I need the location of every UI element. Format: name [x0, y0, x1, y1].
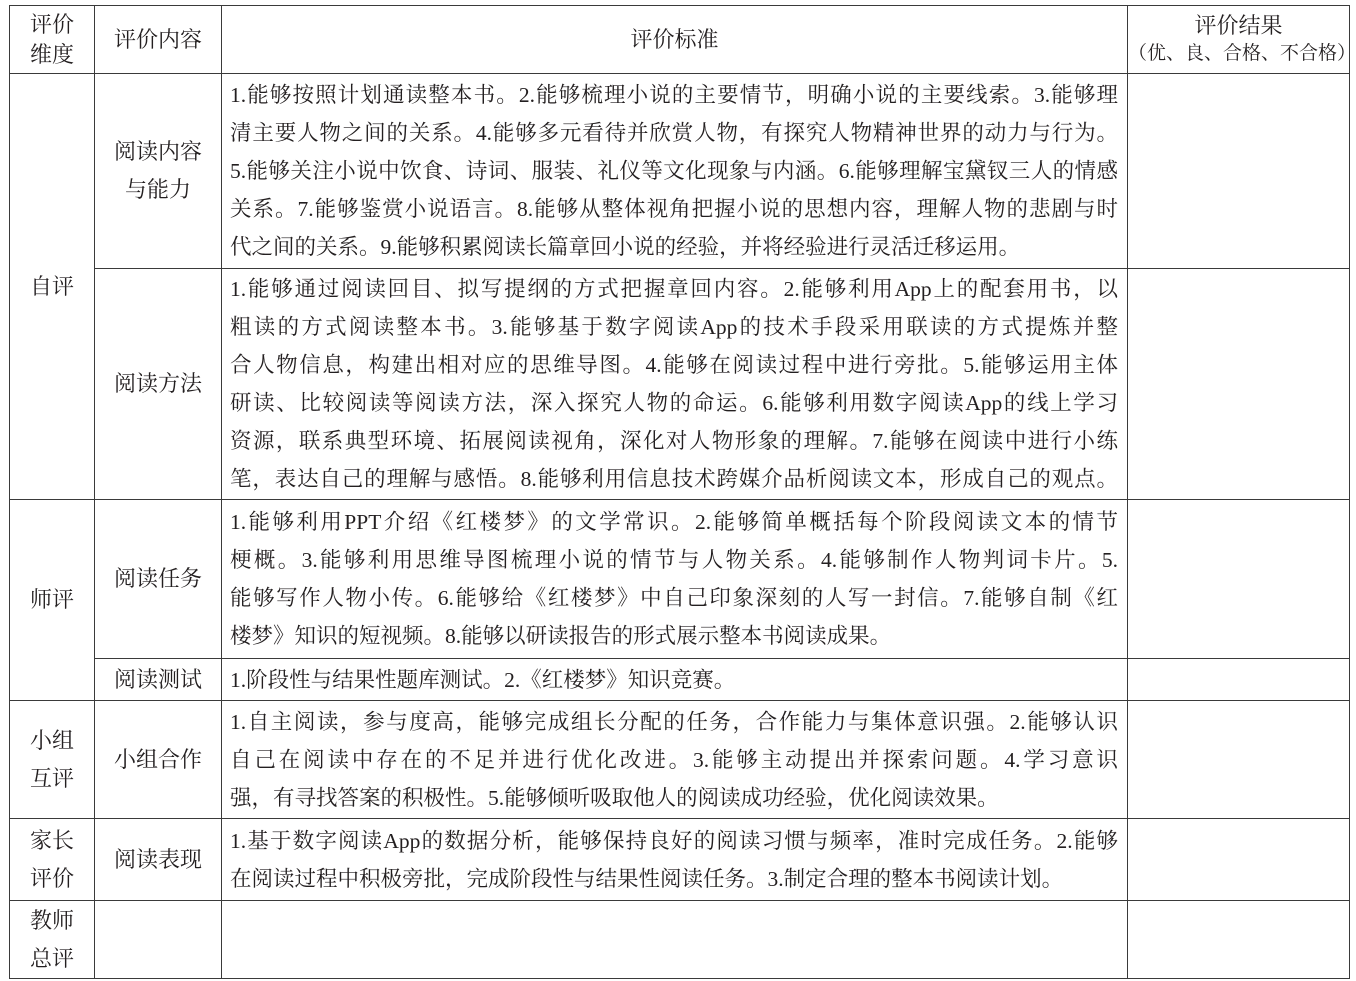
criteria-line: 梗概。3.能够利用思维导图梳理小说的情节与人物关系。4.能够制作人物判词卡片。5.	[230, 548, 1118, 572]
criteria-line: 笔，表达自己的理解与感悟。8.能够利用信息技术跨媒介品析阅读文本，形成自己的观点。	[230, 467, 1118, 491]
criteria-line: 自己在阅读中存在的不足并进行优化改进。3.能够主动提出并探索问题。4.学习意识	[230, 747, 1118, 772]
result-cell	[1128, 901, 1350, 979]
table-row	[10, 269, 1350, 500]
criteria-line: 资源，联系典型环境、拓展阅读视角，深化对人物形象的理解。7.能够在阅读中进行小练	[230, 429, 1118, 453]
header-criteria	[222, 6, 1128, 74]
criteria-line: 粗读的方式阅读整本书。3.能够基于数字阅读App的技术手段采用联读的方式提炼并整	[230, 315, 1118, 339]
criteria-line: 5.能够关注小说中饮食、诗词、服装、礼仪等文化现象与内涵。6.能够理解宝黛钗三人的情感	[230, 159, 1118, 183]
label-line: 阅读方法	[113, 371, 202, 396]
criteria-cell	[222, 701, 1128, 819]
label-line: 自评	[29, 273, 74, 299]
criteria-cell	[222, 74, 1128, 269]
result-cell	[1128, 659, 1350, 701]
result-scale-note: （优、良、合格、不合格）	[1128, 42, 1356, 64]
label-line: 评价	[29, 865, 74, 891]
label-line: 家长	[29, 827, 74, 853]
label-line: 与能力	[124, 177, 191, 202]
table-row	[10, 701, 1350, 819]
label-line: 小组合作	[113, 746, 202, 772]
content-reading-performance	[95, 819, 222, 901]
criteria-line: 合人物信息，构建出相对应的思维导图。4.能够在阅读过程中进行旁批。5.能够运用主体	[230, 353, 1118, 377]
header-row	[10, 6, 1350, 74]
label-line: 评价标准	[630, 26, 719, 52]
criteria-line: 关系。7.能够鉴赏小说语言。8.能够从整体视角把握小说的思想内容，理解人物的悲剧与时	[230, 197, 1118, 221]
criteria-line: 1.自主阅读，参与度高，能够完成组长分配的任务，合作能力与集体意识强。2.能够认识	[230, 709, 1118, 734]
criteria-line: 清主要人物之间的关系。4.能够多元看待并欣赏人物，有探究人物精神世界的动力与行为。	[230, 121, 1118, 145]
evaluation-table	[9, 5, 1356, 979]
dimension-teacher-summary	[10, 901, 95, 979]
label-line: 阅读测试	[113, 666, 202, 692]
label-line: 小组	[29, 727, 74, 753]
table-row	[10, 500, 1350, 659]
dimension-group-eval	[10, 701, 95, 819]
criteria-line: 研读、比较阅读等阅读方法，深入探究人物的命运。6.能够利用数字阅读App的线上学习	[230, 391, 1118, 415]
label-line: 维度	[29, 41, 74, 67]
result-cell	[1128, 74, 1350, 269]
label-line: 总评	[29, 945, 74, 971]
label-line: 教师	[29, 907, 74, 933]
table-row	[10, 901, 1350, 979]
criteria-line: 在阅读过程中积极旁批，完成阶段性与结果性阅读任务。3.制定合理的整本书阅读计划。	[230, 866, 1064, 891]
content-group-cooperation	[95, 701, 222, 819]
criteria-cell	[222, 269, 1128, 500]
content-reading-ability	[95, 74, 222, 269]
criteria-line: 1.能够通过阅读回目、拟写提纲的方式把握章回内容。2.能够利用App上的配套用书，以	[230, 277, 1118, 301]
criteria-line: 代之间的关系。9.能够积累阅读长篇章回小说的经验，并将经验进行灵活迁移运用。	[230, 235, 1021, 259]
criteria-cell	[222, 659, 1128, 701]
label-line: 评价内容	[113, 26, 202, 52]
criteria-line: 能够写作人物小传。6.能够给《红楼梦》中自己印象深刻的人写一封信。7.能够自制《红	[230, 586, 1118, 610]
content-reading-tasks	[95, 500, 222, 659]
label-line: 互评	[29, 765, 74, 791]
label-line: 师评	[29, 587, 74, 612]
header-result	[1128, 6, 1356, 74]
label-line: 阅读内容	[113, 139, 202, 164]
criteria-cell	[222, 500, 1128, 659]
label-line: 阅读任务	[113, 566, 202, 591]
label-line: 评价结果	[1194, 12, 1283, 38]
criteria-line: 强，有寻找答案的积极性。5.能够倾听吸取他人的阅读成功经验，优化阅读效果。	[230, 785, 999, 810]
table-row	[10, 659, 1350, 701]
criteria-line: 楼梦》知识的短视频。8.能够以研读报告的形式展示整本书阅读成果。	[230, 624, 892, 648]
label-line: 评价	[29, 11, 74, 37]
content-cell-empty	[95, 901, 222, 979]
dimension-teacher-eval	[10, 500, 95, 701]
criteria-cell-empty	[222, 901, 1128, 979]
dimension-self-eval	[10, 74, 95, 500]
criteria-line: 1.阶段性与结果性题库测试。2.《红楼梦》知识竞赛。	[230, 667, 736, 692]
result-cell	[1128, 819, 1350, 901]
result-cell	[1128, 701, 1350, 819]
table-row	[10, 74, 1350, 269]
dimension-parent-eval	[10, 819, 95, 901]
result-cell	[1128, 269, 1350, 500]
criteria-line: 1.基于数字阅读App的数据分析，能够保持良好的阅读习惯与频率，准时完成任务。2.能够	[230, 828, 1118, 853]
label-line: 阅读表现	[113, 846, 202, 872]
result-cell	[1128, 500, 1350, 659]
header-dimension	[10, 6, 95, 74]
criteria-line: 1.能够按照计划通读整本书。2.能够梳理小说的主要情节，明确小说的主要线索。3.能够理	[230, 83, 1118, 107]
criteria-line: 1.能够利用PPT介绍《红楼梦》的文学常识。2.能够简单概括每个阶段阅读文本的情节	[230, 510, 1118, 534]
table-row	[10, 819, 1350, 901]
header-content	[95, 6, 222, 74]
content-reading-method	[95, 269, 222, 500]
criteria-cell	[222, 819, 1128, 901]
content-reading-test	[95, 659, 222, 701]
